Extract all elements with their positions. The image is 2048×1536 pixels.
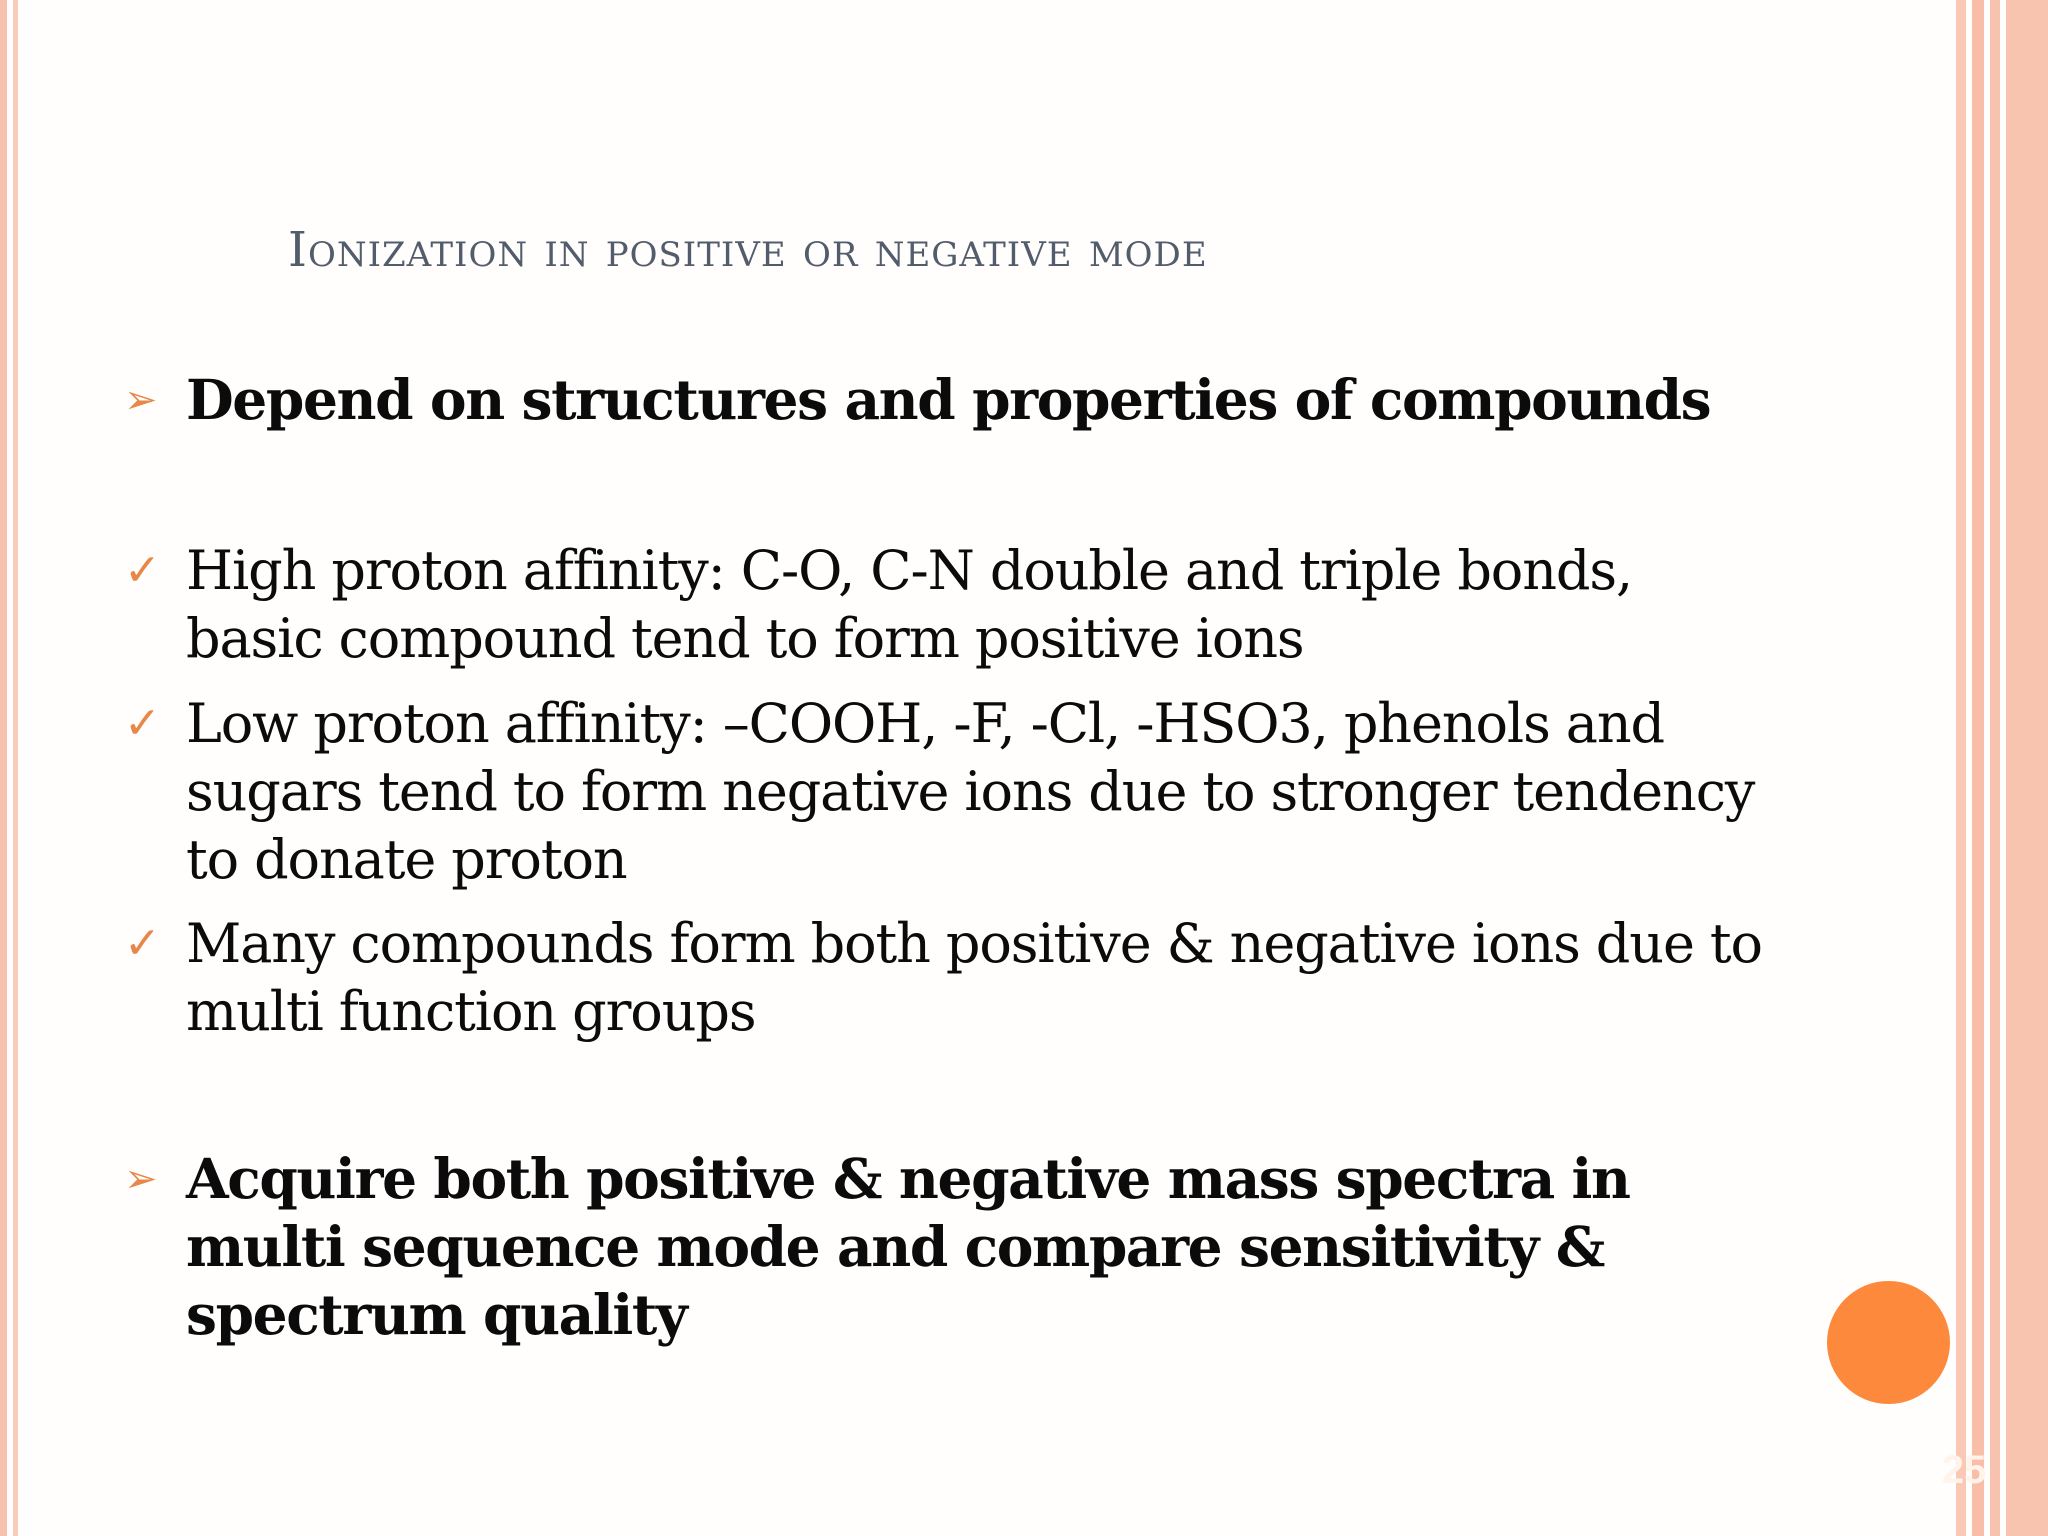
- bullet-text: Depend on structures and properties of compounds: [186, 367, 1711, 432]
- bullet-main: [124, 1145, 1776, 1349]
- right-border-stripe: [2006, 0, 2048, 1536]
- slide-title: Ionization in positive or negative mode: [288, 222, 1208, 278]
- right-border-stripe: [1956, 0, 1966, 1536]
- bullet-text: Many compounds form both positive & negative ions due to multi function groups: [186, 912, 1762, 1043]
- checkmark-icon: ✓: [124, 918, 161, 969]
- bullet-text: Acquire both positive & negative mass spectra in multi sequence mode and compare sensitivity & spectrum quality: [186, 1146, 1630, 1347]
- page-number: 25: [1941, 1448, 1987, 1492]
- checkmark-icon: ✓: [124, 545, 161, 596]
- arrowhead-bullet-icon: ➢: [124, 1156, 158, 1202]
- left-border-line-inner: [13, 0, 18, 1536]
- bullet-text: Low proton affinity: –COOH, -F, -Cl, -HSO3, phenols and sugars tend to form negative ions due to stronger tendency to donate proton: [186, 692, 1755, 891]
- checkmark-icon: ✓: [124, 698, 161, 749]
- arrowhead-bullet-icon: ➢: [124, 377, 158, 423]
- bullet-sub: [124, 690, 1786, 894]
- bullet-sub: [124, 910, 1766, 1046]
- bullet-sub: [124, 537, 1726, 673]
- orange-circle-decoration: [1827, 1281, 1950, 1404]
- left-border-line: [0, 0, 7, 1536]
- bullet-text: High proton affinity: C-O, C-N double and triple bonds, basic compound tend to form positive ions: [186, 539, 1633, 670]
- right-border-stripe: [1972, 0, 1984, 1536]
- bullet-main: [124, 366, 1786, 434]
- right-border-stripe: [1990, 0, 2000, 1536]
